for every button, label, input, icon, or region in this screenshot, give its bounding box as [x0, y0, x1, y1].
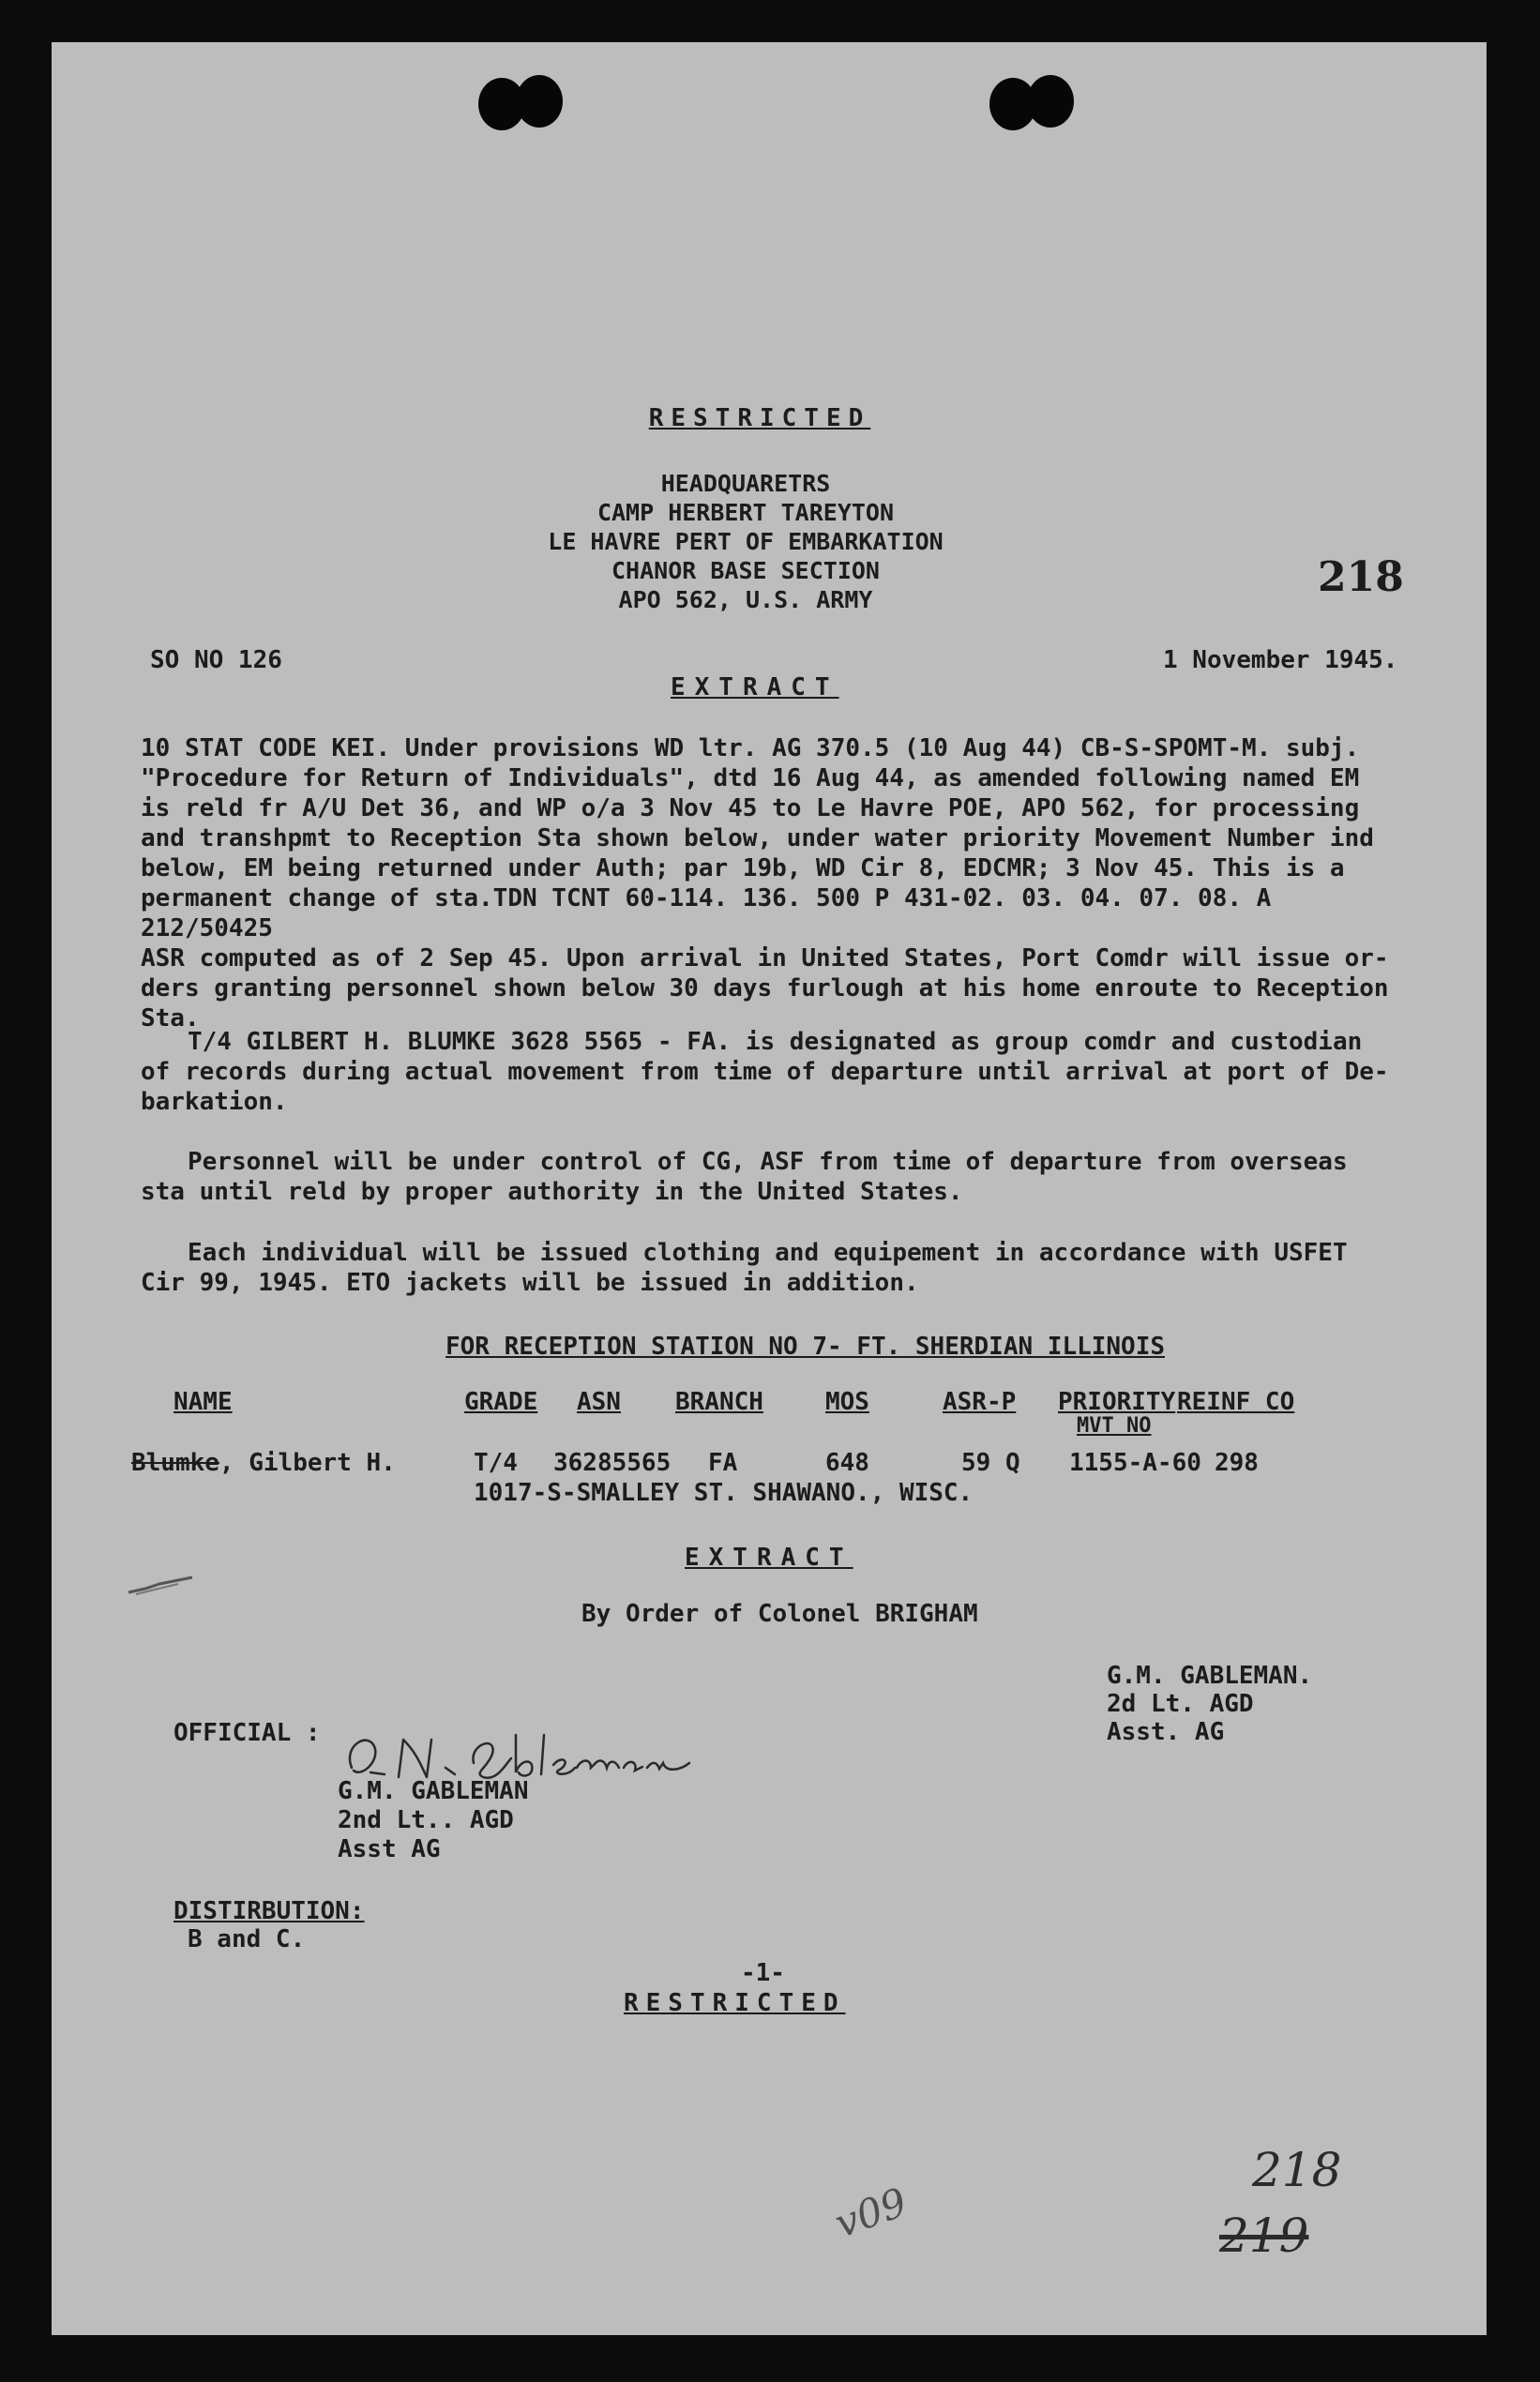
table-header	[52, 1388, 1487, 1444]
col-name: NAME	[174, 1388, 233, 1416]
row-asr: 59 Q	[961, 1449, 1020, 1477]
ink-smudge	[127, 1575, 197, 1596]
classification-bottom: RESTRICTED	[624, 1989, 846, 2017]
row-address: 1017-S-SMALLEY ST. SHAWANO., WISC.	[474, 1479, 974, 1507]
distribution-value: B and C.	[188, 1925, 306, 1953]
order-number: SO NO 126	[150, 646, 282, 674]
official-rank: 2nd Lt.. AGD	[338, 1806, 514, 1834]
page-marker: -1-	[741, 1959, 785, 1987]
paragraph-orders: 10 STAT CODE KEI. Under provisions WD ltr. AG 370.5 (10 Aug 44) CB-S-SPOMT-M. subj. "Procedure for Return of Individuals", dtd 16 Aug 44, as amended following named EM is reld fr A/U Det 36, and WP o/a 3 Nov 45 to Le Havre POE, APO 562, for processing and transhpmt to Reception Sta shown below, under water priority Movement Number ind below, EM being returned under Auth; par 19b, WD Cir 8, EDCMR; 3 Nov 45. This is a permanent change of sta.TDN TCNT 60-114. 136. 500 P 431-02. 03. 04. 07. 08. A 212/50425 ASR computed as of 2 Sep 45. Upon arrival in United States, Port Comdr will issue or- ders granting personnel shown below 30 days furlough at his home enroute to Reception Sta.	[141, 734, 1389, 1033]
official-name: G.M. GABLEMAN	[338, 1777, 529, 1805]
handwritten-margin-note: v09	[828, 2178, 913, 2247]
by-order-line: By Order of Colonel BRIGHAM	[581, 1600, 978, 1628]
header-address	[474, 469, 1018, 614]
table-row	[52, 1449, 1487, 1515]
official-title: Asst AG	[338, 1835, 441, 1863]
punch-hole-right-b	[1027, 75, 1074, 128]
col-priority: PRIORITY	[1058, 1388, 1176, 1416]
row-asn: 36285565	[553, 1449, 672, 1477]
col-reinf: REINF CO	[1177, 1388, 1295, 1416]
document-page	[52, 42, 1487, 2335]
row-reinf: 298	[1215, 1449, 1259, 1477]
distribution-label: DISTIRBUTION:	[174, 1897, 365, 1925]
col-asn: ASN	[577, 1388, 621, 1416]
col-asr: ASR-P	[943, 1388, 1017, 1416]
handwritten-number-old: 219	[1219, 2209, 1309, 2263]
col-mos: MOS	[825, 1388, 869, 1416]
paragraph-group-commander: T/4 GILBERT H. BLUMKE 3628 5565 - FA. is designated as group comdr and custodian of records during actual movement from time of departure until arrival at port of De- barkation.	[141, 1028, 1389, 1116]
signer-title: Asst. AG	[1107, 1718, 1225, 1746]
page-number-stamp: 218	[1318, 553, 1404, 601]
paragraph-control: Personnel will be under control of CG, ASF from time of departure from overseas sta until reld by proper authority in the United States.	[141, 1148, 1348, 1206]
classification-top: RESTRICTED	[648, 404, 871, 432]
handwritten-number-new: 218	[1252, 2143, 1342, 2197]
official-block	[338, 1777, 529, 1864]
punch-hole-left-b	[516, 75, 563, 128]
official-label: OFFICIAL :	[174, 1719, 321, 1747]
signer-rank: 2d Lt. AGD	[1107, 1690, 1254, 1718]
paragraph-clothing: Each individual will be issued clothing and equipement in accordance with USFET Cir 99, 1945. ETO jackets will be issued in addition.	[141, 1239, 1348, 1297]
header-line: APO 562, U.S. ARMY	[618, 586, 873, 613]
col-grade: GRADE	[464, 1388, 538, 1416]
header-line: CAMP HERBERT TAREYTON	[596, 499, 895, 526]
extract-heading: EXTRACT	[671, 673, 839, 701]
row-name-struck: Blumke	[131, 1449, 219, 1477]
header-line: LE HAVRE PERT OF EMBARKATION	[548, 528, 944, 555]
signer-block	[1107, 1662, 1312, 1746]
reception-station-heading: FOR RECEPTION STATION NO 7- FT. SHERDIAN ILLINOIS	[445, 1333, 1166, 1361]
row-name-value: , Gilbert H.	[219, 1449, 396, 1477]
row-branch: FA	[708, 1449, 738, 1477]
extract-footer-heading: EXTRACT	[685, 1544, 853, 1572]
col-priority-sub: MVT NO	[1077, 1414, 1152, 1438]
row-grade: T/4	[474, 1449, 518, 1477]
col-branch: BRANCH	[675, 1388, 763, 1416]
header-line: HEADQUARETRS	[660, 470, 831, 497]
header-line: CHANOR BASE SECTION	[611, 557, 880, 584]
row-name	[131, 1449, 396, 1477]
row-mos: 648	[825, 1449, 869, 1477]
row-priority: 1155-A-60	[1069, 1449, 1201, 1477]
order-date: 1 November 1945.	[1163, 646, 1398, 674]
signer-name: G.M. GABLEMAN.	[1107, 1662, 1313, 1690]
